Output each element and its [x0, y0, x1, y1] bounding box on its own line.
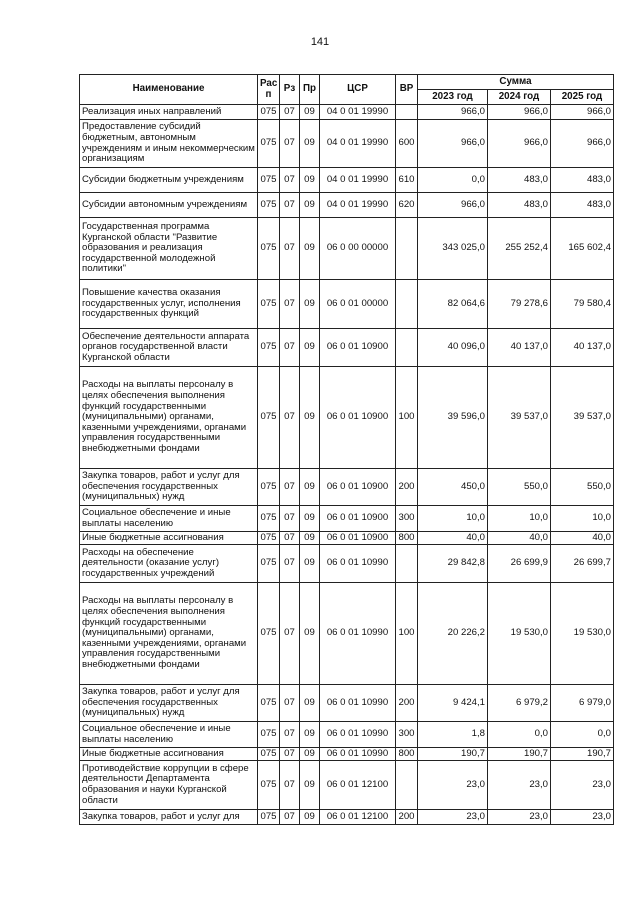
- cell-2023: 343 025,0: [418, 218, 488, 280]
- budget-table: [79, 74, 614, 825]
- cell-2024: 23,0: [488, 810, 551, 825]
- cell-vr: 200: [396, 685, 418, 722]
- cell-2025: 550,0: [551, 469, 614, 506]
- cell-ras: 075: [258, 532, 280, 545]
- cell-2024: 483,0: [488, 193, 551, 218]
- table-row: [80, 722, 614, 748]
- cell-csr: 06 0 01 10990: [320, 748, 396, 761]
- cell-vr: 800: [396, 532, 418, 545]
- cell-2024: 550,0: [488, 469, 551, 506]
- cell-rz: 07: [280, 329, 300, 367]
- table-row: [80, 685, 614, 722]
- cell-csr: 06 0 01 10900: [320, 469, 396, 506]
- cell-pr: 09: [300, 280, 320, 329]
- table-row: [80, 280, 614, 329]
- header-rz: Рз: [280, 75, 300, 105]
- cell-vr: [396, 545, 418, 583]
- cell-pr: 09: [300, 748, 320, 761]
- cell-2023: 82 064,6: [418, 280, 488, 329]
- cell-csr: 04 0 01 19990: [320, 120, 396, 168]
- cell-name: Субсидии автономным учреждениям: [80, 193, 258, 218]
- cell-csr: 04 0 01 19990: [320, 168, 396, 193]
- cell-vr: 610: [396, 168, 418, 193]
- cell-pr: 09: [300, 218, 320, 280]
- cell-2023: 450,0: [418, 469, 488, 506]
- cell-rz: 07: [280, 748, 300, 761]
- table-row: [80, 120, 614, 168]
- cell-ras: 075: [258, 193, 280, 218]
- cell-vr: 300: [396, 722, 418, 748]
- cell-name: Повышение качества оказания государственных услуг, исполнения государственных функций: [80, 280, 258, 329]
- cell-2024: 0,0: [488, 722, 551, 748]
- table-row: [80, 545, 614, 583]
- cell-csr: 06 0 01 10900: [320, 367, 396, 469]
- cell-2025: 40,0: [551, 532, 614, 545]
- cell-rz: 07: [280, 722, 300, 748]
- cell-2025: 23,0: [551, 761, 614, 810]
- table-row: [80, 532, 614, 545]
- cell-2023: 40,0: [418, 532, 488, 545]
- cell-ras: 075: [258, 722, 280, 748]
- cell-csr: 06 0 01 10990: [320, 545, 396, 583]
- cell-2024: 39 537,0: [488, 367, 551, 469]
- cell-rz: 07: [280, 168, 300, 193]
- cell-csr: 06 0 01 10990: [320, 722, 396, 748]
- cell-2023: 966,0: [418, 120, 488, 168]
- cell-rz: 07: [280, 506, 300, 532]
- cell-2025: 483,0: [551, 193, 614, 218]
- cell-2025: 483,0: [551, 168, 614, 193]
- cell-ras: 075: [258, 469, 280, 506]
- cell-pr: 09: [300, 168, 320, 193]
- table-row: [80, 583, 614, 685]
- cell-ras: 075: [258, 329, 280, 367]
- cell-name: Субсидии бюджетным учреждениям: [80, 168, 258, 193]
- cell-name: Расходы на обеспечение деятельности (оказание услуг) государственных учреждений: [80, 545, 258, 583]
- cell-2024: 40,0: [488, 532, 551, 545]
- cell-vr: [396, 105, 418, 120]
- header-2025: 2025 год: [551, 90, 614, 105]
- cell-2025: 190,7: [551, 748, 614, 761]
- cell-2025: 40 137,0: [551, 329, 614, 367]
- cell-rz: 07: [280, 761, 300, 810]
- cell-pr: 09: [300, 545, 320, 583]
- header-2024: 2024 год: [488, 90, 551, 105]
- cell-rz: 07: [280, 532, 300, 545]
- cell-2025: 966,0: [551, 120, 614, 168]
- cell-2023: 39 596,0: [418, 367, 488, 469]
- table-row: [80, 168, 614, 193]
- cell-rz: 07: [280, 280, 300, 329]
- cell-vr: 200: [396, 469, 418, 506]
- cell-rz: 07: [280, 469, 300, 506]
- cell-pr: 09: [300, 810, 320, 825]
- cell-csr: 06 0 00 00000: [320, 218, 396, 280]
- table-row: [80, 761, 614, 810]
- cell-2023: 190,7: [418, 748, 488, 761]
- header-ras: Рас п: [258, 75, 280, 105]
- cell-2024: 966,0: [488, 105, 551, 120]
- cell-csr: 06 0 01 10990: [320, 583, 396, 685]
- cell-rz: 07: [280, 218, 300, 280]
- cell-2023: 966,0: [418, 105, 488, 120]
- cell-name: Закупка товаров, работ и услуг для обеспечения государственных (муниципальных) нужд: [80, 685, 258, 722]
- cell-ras: 075: [258, 506, 280, 532]
- cell-2025: 23,0: [551, 810, 614, 825]
- cell-2023: 29 842,8: [418, 545, 488, 583]
- cell-vr: 620: [396, 193, 418, 218]
- cell-pr: 09: [300, 685, 320, 722]
- cell-name: Противодействие коррупции в сфере деятельности Департамента образования и науки Курганской области: [80, 761, 258, 810]
- cell-rz: 07: [280, 193, 300, 218]
- cell-rz: 07: [280, 583, 300, 685]
- cell-name: Предоставление субсидий бюджетным, автономным учреждениям и иным некоммерческим организациям: [80, 120, 258, 168]
- cell-vr: 800: [396, 748, 418, 761]
- cell-ras: 075: [258, 105, 280, 120]
- cell-ras: 075: [258, 748, 280, 761]
- cell-vr: [396, 329, 418, 367]
- header-csr: ЦСР: [320, 75, 396, 105]
- cell-pr: 09: [300, 506, 320, 532]
- table-row: [80, 193, 614, 218]
- cell-name: Закупка товаров, работ и услуг для: [80, 810, 258, 825]
- cell-pr: 09: [300, 469, 320, 506]
- cell-ras: 075: [258, 168, 280, 193]
- cell-2023: 966,0: [418, 193, 488, 218]
- cell-2024: 6 979,2: [488, 685, 551, 722]
- cell-2024: 483,0: [488, 168, 551, 193]
- header-sum: Сумма: [418, 75, 614, 90]
- table-row: [80, 367, 614, 469]
- cell-ras: 075: [258, 761, 280, 810]
- cell-ras: 075: [258, 583, 280, 685]
- cell-csr: 06 0 01 12100: [320, 761, 396, 810]
- cell-2024: 255 252,4: [488, 218, 551, 280]
- page-number: 141: [310, 36, 330, 48]
- cell-ras: 075: [258, 367, 280, 469]
- cell-2025: 26 699,7: [551, 545, 614, 583]
- cell-rz: 07: [280, 120, 300, 168]
- cell-csr: 06 0 01 00000: [320, 280, 396, 329]
- cell-name: Расходы на выплаты персоналу в целях обеспечения выполнения функций государственными (муниципальными) органами, казенными учреждениями, органами управления государственными внебюджетными фондами: [80, 583, 258, 685]
- cell-vr: [396, 218, 418, 280]
- cell-csr: 06 0 01 10900: [320, 506, 396, 532]
- cell-rz: 07: [280, 545, 300, 583]
- cell-2024: 19 530,0: [488, 583, 551, 685]
- cell-vr: [396, 280, 418, 329]
- cell-pr: 09: [300, 367, 320, 469]
- cell-rz: 07: [280, 367, 300, 469]
- cell-2024: 190,7: [488, 748, 551, 761]
- cell-2023: 23,0: [418, 761, 488, 810]
- cell-pr: 09: [300, 105, 320, 120]
- cell-vr: 200: [396, 810, 418, 825]
- cell-2024: 40 137,0: [488, 329, 551, 367]
- cell-2025: 39 537,0: [551, 367, 614, 469]
- cell-name: Социальное обеспечение и иные выплаты населению: [80, 722, 258, 748]
- cell-pr: 09: [300, 761, 320, 810]
- cell-ras: 075: [258, 810, 280, 825]
- cell-ras: 075: [258, 685, 280, 722]
- cell-2023: 0,0: [418, 168, 488, 193]
- header-pr: Пр: [300, 75, 320, 105]
- table-row: [80, 506, 614, 532]
- cell-ras: 075: [258, 545, 280, 583]
- cell-name: Государственная программа Курганской области "Развитие образования и реализация государственной молодежной политики": [80, 218, 258, 280]
- cell-2024: 966,0: [488, 120, 551, 168]
- cell-2025: 79 580,4: [551, 280, 614, 329]
- cell-ras: 075: [258, 120, 280, 168]
- cell-2024: 26 699,9: [488, 545, 551, 583]
- cell-vr: 300: [396, 506, 418, 532]
- cell-pr: 09: [300, 193, 320, 218]
- cell-2023: 9 424,1: [418, 685, 488, 722]
- cell-2025: 165 602,4: [551, 218, 614, 280]
- cell-name: Иные бюджетные ассигнования: [80, 532, 258, 545]
- cell-pr: 09: [300, 583, 320, 685]
- cell-rz: 07: [280, 685, 300, 722]
- cell-csr: 06 0 01 10990: [320, 685, 396, 722]
- cell-pr: 09: [300, 532, 320, 545]
- cell-pr: 09: [300, 329, 320, 367]
- cell-2025: 966,0: [551, 105, 614, 120]
- cell-vr: 100: [396, 367, 418, 469]
- cell-csr: 06 0 01 10900: [320, 329, 396, 367]
- cell-csr: 06 0 01 10900: [320, 532, 396, 545]
- cell-vr: 600: [396, 120, 418, 168]
- table-row: [80, 810, 614, 825]
- cell-rz: 07: [280, 105, 300, 120]
- cell-rz: 07: [280, 810, 300, 825]
- table-row: [80, 105, 614, 120]
- cell-name: Реализация иных направлений: [80, 105, 258, 120]
- cell-2025: 10,0: [551, 506, 614, 532]
- cell-2023: 20 226,2: [418, 583, 488, 685]
- cell-2025: 0,0: [551, 722, 614, 748]
- table-row: [80, 329, 614, 367]
- cell-pr: 09: [300, 120, 320, 168]
- cell-pr: 09: [300, 722, 320, 748]
- cell-name: Обеспечение деятельности аппарата органов государственной власти Курганской области: [80, 329, 258, 367]
- cell-name: Закупка товаров, работ и услуг для обеспечения государственных (муниципальных) нужд: [80, 469, 258, 506]
- cell-2024: 79 278,6: [488, 280, 551, 329]
- cell-ras: 075: [258, 280, 280, 329]
- cell-2023: 23,0: [418, 810, 488, 825]
- cell-name: Иные бюджетные ассигнования: [80, 748, 258, 761]
- cell-ras: 075: [258, 218, 280, 280]
- cell-2024: 10,0: [488, 506, 551, 532]
- cell-2023: 10,0: [418, 506, 488, 532]
- cell-2024: 23,0: [488, 761, 551, 810]
- cell-name: Социальное обеспечение и иные выплаты населению: [80, 506, 258, 532]
- cell-2025: 19 530,0: [551, 583, 614, 685]
- cell-2023: 40 096,0: [418, 329, 488, 367]
- table-row: [80, 469, 614, 506]
- cell-csr: 04 0 01 19990: [320, 105, 396, 120]
- cell-vr: [396, 761, 418, 810]
- cell-csr: 04 0 01 19990: [320, 193, 396, 218]
- cell-2023: 1,8: [418, 722, 488, 748]
- header-vr: ВР: [396, 75, 418, 105]
- cell-csr: 06 0 01 12100: [320, 810, 396, 825]
- cell-name: Расходы на выплаты персоналу в целях обеспечения выполнения функций государственными (муниципальными) органами, казенными учреждениями, органами управления государственными внебюджетными фондами: [80, 367, 258, 469]
- table-row: [80, 218, 614, 280]
- table-row: [80, 748, 614, 761]
- header-name: Наименование: [80, 75, 258, 105]
- cell-2025: 6 979,0: [551, 685, 614, 722]
- header-2023: 2023 год: [418, 90, 488, 105]
- cell-vr: 100: [396, 583, 418, 685]
